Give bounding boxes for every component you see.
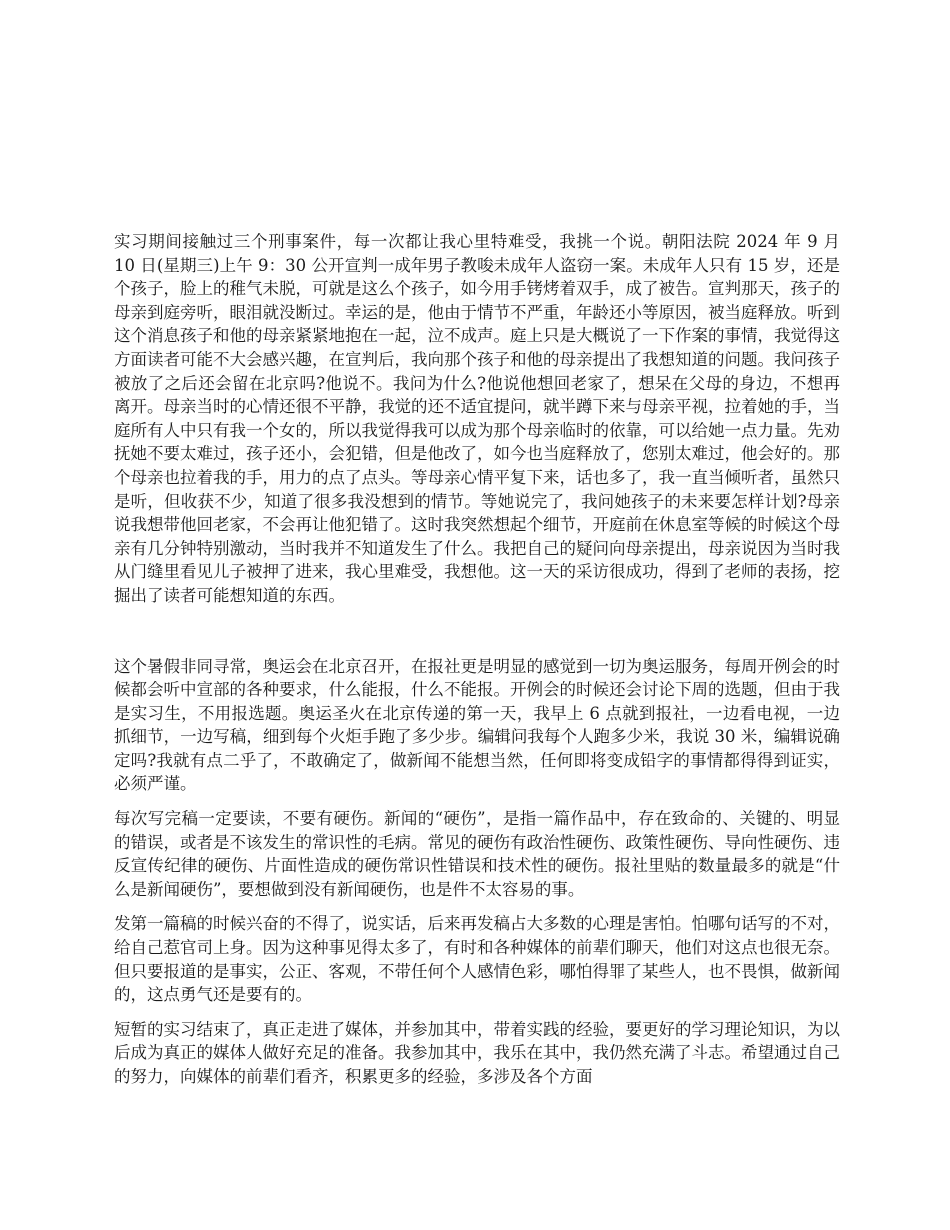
paragraph-news-errors: 每次写完稿一定要读，不要有硬伤。新闻的“硬伤”，是指一篇作品中，存在致命的、关键的、明显的错误，或者是不该发生的常识性的毛病。常见的硬伤有政治性硬伤、政策性硬伤、导向性硬伤、违反宣传纪律的硬伤、片面性造成的硬伤常识性错误和技术性的硬伤。报社里贴的数量最多的就是“什么是新闻硬伤”，要想做到没有新闻硬伤，也是件不太容易的事。 xyxy=(114,809,840,899)
paragraph-olympics: 这个暑假非同寻常，奥运会在北京召开，在报社更是明显的感觉到一切为奥运服务，每周开例会的时候都会听中宣部的各种要求，什么能报，什么不能报。开例会的时候还会讨论下周的选题，但由于我是实习生，不用报选题。奥运圣火在北京传递的第一天，我早上 6 点就到报社，一边看电视，一边抓细节，一边写稿，细到每个火炬手跑了多少步。编辑问我每个人跑多少米，我说 30 米，编辑说确定吗?我就有点二乎了，不敢确定了，做新闻不能想当然，任何即将变成铅字的事情都得得到证实，必须严谨。 xyxy=(114,656,840,794)
paragraph-conclusion: 短暂的实习结束了，真正走进了媒体，并参加其中，带着实践的经验，要更好的学习理论知识，为以后成为真正的媒体人做好充足的准备。我参加其中，我乐在其中，我仍然充满了斗志。希望通过自己的努力，向媒体的前辈们看齐，积累更多的经验，多涉及各个方面 xyxy=(114,1019,840,1086)
document-body xyxy=(114,230,840,1089)
paragraph-first-article: 发第一篇稿的时候兴奋的不得了，说实话，后来再发稿占大多数的心理是害怕。怕哪句话写的不对，给自己惹官司上身。因为这种事见得太多了，有时和各种媒体的前辈们聊天，他们对这点也很无奈。但只要报道的是事实，公正、客观，不带任何个人感情色彩，哪怕得罪了某些人，也不畏惧，做新闻的，这点勇气还是要有的。 xyxy=(114,914,840,1005)
paragraph-criminal-case: 实习期间接触过三个刑事案件，每一次都让我心里特难受，我挑一个说。朝阳法院 2024 年 9 月 10 日(星期三)上午 9：30 公开宣判一成年男子教唆未成年人盗窃一案。未成年人只有 15 岁，还是个孩子，脸上的稚气未脱，可就是这么个孩子，如今用手铐烤着双手，成了被告。宣判那天，孩子的母亲到庭旁听，眼泪就没断过。幸运的是，他由于情节不严重，年龄还小等原因，被当庭释放。听到这个消息孩子和他的母亲紧紧地抱在一起，泣不成声。庭上只是大概说了一下作案的事情，我觉得这方面读者可能不大会感兴趣，在宣判后，我向那个孩子和他的母亲提出了我想知道的问题。我问孩子被放了之后还会留在北京吗?他说不。我问为什么?他说他想回老家了，想呆在父母的身边，不想再离开。母亲当时的心情还很不平静，我觉的还不适宜提问，就半蹲下来与母亲平视，拉着她的手，当庭所有人中只有我一个女的，所以我觉得我可以成为那个母亲临时的依靠，可以给她一点力量。先劝抚她不要太难过，孩子还小，会犯错，但是他改了，如今也当庭释放了，您别太难过，他会好的。那个母亲也拉着我的手，用力的点了点头。等母亲心情平复下来，话也多了，我一直当倾听者，虽然只是听，但收获不少，知道了很多我没想到的情节。等她说完了，我问她孩子的未来要怎样计划?母亲说我想带他回老家，不会再让他犯错了。这时我突然想起个细节，开庭前在休息室等候的时候这个母亲有几分钟特别激动，当时我并不知道发生了什么。我把自己的疑问向母亲提出，母亲说因为当时我从门缝里看见儿子被押了进来，我心里难受，我想他。这一天的采访很成功，得到了老师的表扬，挖掘出了读者可能想知道的东西。 xyxy=(114,232,840,605)
